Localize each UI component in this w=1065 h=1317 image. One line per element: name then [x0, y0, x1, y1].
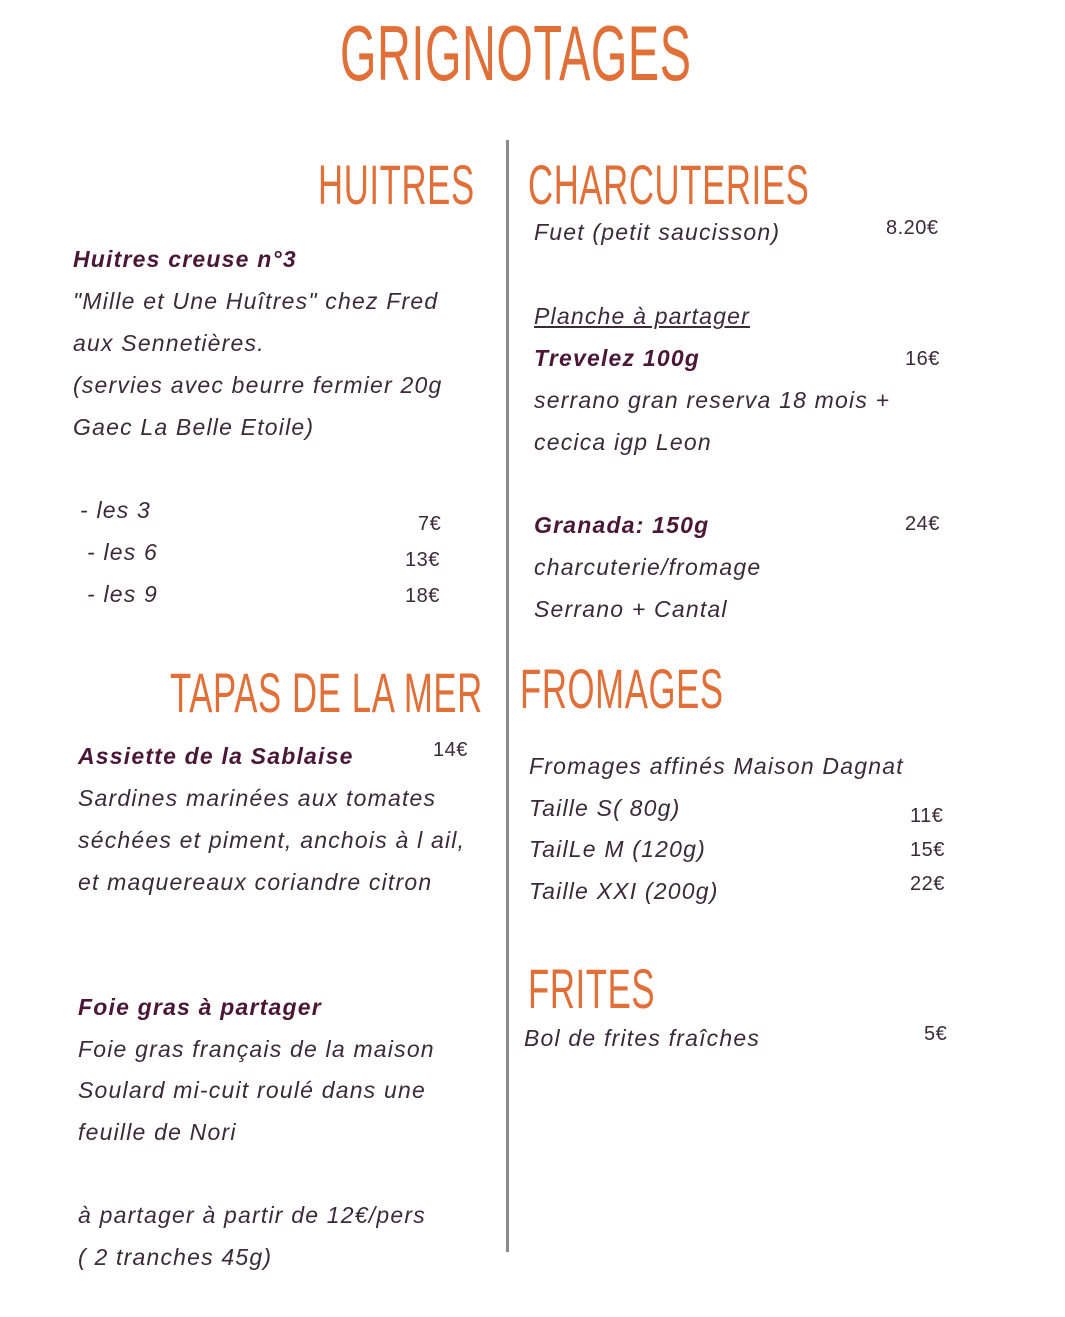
section-title-frites: FRITES	[528, 957, 656, 1020]
trevelez-price: 16€	[905, 348, 940, 370]
section-title-huitres: HUITRES	[318, 153, 475, 216]
fuet-name: Fuet (petit saucisson)	[534, 219, 781, 245]
granada-desc: Serrano + Cantal	[534, 596, 728, 622]
page-title: GRIGNOTAGES	[340, 9, 692, 97]
tapas-item-name: Foie gras à partager	[78, 994, 322, 1020]
fromage-size: Taille S( 80g)	[529, 795, 681, 821]
huitres-name: Huitres creuse n°3	[73, 246, 297, 272]
tapas-item-price: 14€	[433, 739, 468, 761]
fromage-size-price: 22€	[910, 873, 945, 895]
trevelez-desc: serrano gran reserva 18 mois +	[534, 387, 891, 413]
frites-name: Bol de frites fraîches	[524, 1025, 761, 1051]
fromages-intro: Fromages affinés Maison Dagnat	[529, 753, 904, 779]
section-title-fromages: FROMAGES	[520, 657, 724, 720]
fromage-size: TailLe M (120g)	[529, 836, 706, 862]
huitres-option: - les 9	[87, 581, 159, 607]
huitres-desc: "Mille et Une Huîtres" chez Fred	[73, 288, 439, 314]
granada-desc: charcuterie/fromage	[534, 554, 762, 580]
tapas-item-desc: séchées et piment, anchois à l ail,	[78, 827, 466, 853]
fuet-price: 8.20€	[886, 217, 939, 239]
huitres-desc: (servies avec beurre fermier 20g	[73, 372, 443, 398]
granada-price: 24€	[905, 513, 940, 535]
tapas-item-desc: Sardines marinées aux tomates	[78, 785, 437, 811]
section-title-tapas: TAPAS DE LA MER	[170, 661, 483, 724]
tapas-item-note: à partager à partir de 12€/pers	[78, 1202, 426, 1228]
trevelez-name: Trevelez 100g	[534, 345, 701, 371]
huitres-option-price: 13€	[405, 549, 440, 571]
tapas-item-desc: et maquereaux coriandre citron	[78, 869, 433, 895]
tapas-item-desc: Foie gras français de la maison	[78, 1036, 435, 1062]
fromage-size-price: 11€	[910, 805, 944, 827]
section-title-charcuteries: CHARCUTERIES	[528, 153, 810, 216]
huitres-option-price: 7€	[418, 513, 442, 535]
tapas-item-name: Assiette de la Sablaise	[78, 743, 354, 769]
huitres-option-price: 18€	[405, 585, 440, 607]
granada-name: Granada: 150g	[534, 512, 710, 538]
frites-price: 5€	[924, 1023, 948, 1045]
tapas-item-desc: feuille de Nori	[78, 1119, 237, 1145]
huitres-desc: aux Sennetières.	[73, 330, 265, 356]
fromage-size: Taille XXI (200g)	[529, 878, 719, 904]
tapas-item-note: ( 2 tranches 45g)	[78, 1244, 273, 1270]
huitres-option: - les 6	[87, 539, 159, 565]
column-divider	[506, 140, 509, 1252]
huitres-option: - les 3	[80, 497, 152, 523]
fromage-size-price: 15€	[910, 839, 945, 861]
tapas-item-desc: Soulard mi-cuit roulé dans une	[78, 1077, 426, 1103]
planche-label: Planche à partager	[534, 303, 750, 329]
huitres-desc: Gaec La Belle Etoile)	[73, 414, 315, 440]
trevelez-desc: cecica igp Leon	[534, 429, 712, 455]
